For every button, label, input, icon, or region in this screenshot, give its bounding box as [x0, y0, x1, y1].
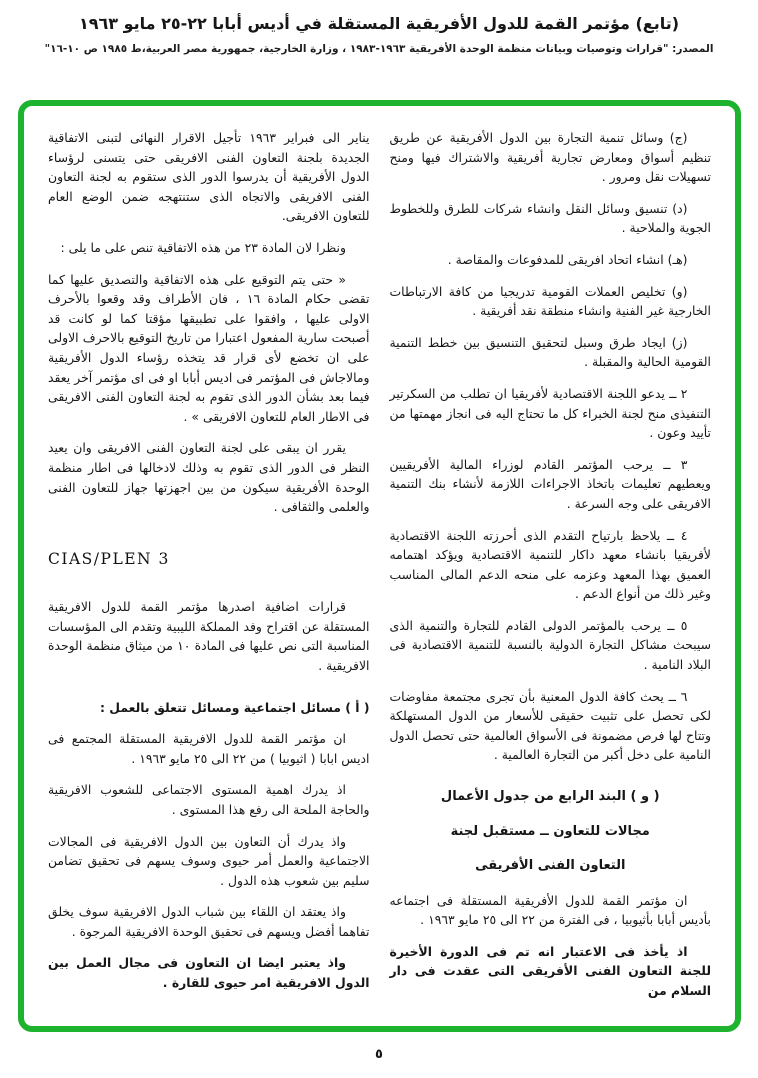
paragraph: ٦ ــ يحث كافة الدول المعنية بأن تجرى مجتمعة مفاوضات لكى تحصل على تثبيت حقيقى للأسعار من الدول المستهلكة وتتاح لها فرص مضمونة فى الأسواق العالمية حتى تحصل الدول النامية على دخل أكبر من التجارة العالمية . — [389, 688, 711, 763]
paragraph: اذ يدرك اهمية المستوى الاجتماعى للشعوب الافريقية والحاجة الملحة الى رفع هذا المستوى . — [48, 782, 370, 817]
paragraph: اذ يأخذ فى الاعتبار انه تم فى الدورة الأخيرة للجنة التعاون الفنى الأفريقى التى عقدت فى دار السلام من — [389, 943, 711, 998]
document-reference-code: CIAS/PLEN 3 — [48, 549, 170, 568]
paragraph: (ج) وسائل تنمية التجارة بين الدول الأفريقية عن طريق تنظيم أسواق ومعارض تجارية أفريقية والاشتراك فيها ومنح تسهيلات نقل ومرور . — [389, 130, 711, 185]
page-footer — [0, 1043, 758, 1062]
paragraph: ان مؤتمر القمة للدول الأفريقية المستقلة فى اجتماعه بأديس أبابا بأثيوبيا ، فى الفترة من ٢٢ الى ٢٥ مايو ١٩٦٣ . — [389, 892, 711, 928]
paragraph: ٣ ــ يرحب المؤتمر القادم لوزراء المالية الأفريقيين ويعطيهم تعليمات باتخاذ الاجراءات اللازمة لأنشاء بنك التنمية الافريقى على وجه السرعة . — [389, 456, 711, 511]
section-heading: مجالات للتعاون ــ مستقبل لجنة — [450, 823, 650, 839]
paragraph: ونظرا لان المادة ٢٣ من هذه الاتفاقية تنص على ما يلى : — [60, 239, 346, 255]
paragraph: ٤ ــ يلاحظ بارتياح التقدم الذى أحرزته اللجنة الاقتصادية لأفريقيا بانشاء معهد داكار للتنمية الاقتصادية ويؤكد اهتمامه العميق بهذا المعهد وعزمه على منحه الدعم المالى المناسب وغير ذلك من أنواع الدعم . — [389, 527, 711, 602]
paragraph: يقرر ان يبقى على لجنة التعاون الفنى الافريقى وان يعيد النظر فى الدور الذى تقوم به وذلك لادخالها فى اطار منظمة الوحدة الأفريقية سيكون من بين اجهزتها جهاز للتعاون الفنى والعلمى والثقافى . — [48, 440, 370, 515]
section-heading: ( و ) البند الرابع من جدول الأعمال — [440, 789, 660, 805]
paragraph: ٥ ــ يرحب بالمؤتمر الدولى القادم للتجارة والتنمية الذى سيبحث مشاكل التجارة الدولية بالنسبة للتنمية الاقتصادية فى البلاد النامية . — [389, 617, 711, 673]
page-header — [0, 14, 758, 55]
page-title: (تابع) مؤتمر القمة للدول الأفريقية المستقلة في أديس أبابا ٢٢-٢٥ مايو ١٩٦٣ — [78, 14, 680, 33]
paragraph: واذ يعتقد ان اللقاء بين شباب الدول الافريقية سوف يخلق تفاهما أفضل ويسهم فى تحقيق الوحدة الافريقية المرجوة . — [48, 904, 370, 939]
left-column — [48, 128, 370, 1010]
page-number: ٥ — [375, 1047, 383, 1062]
paragraph: يناير الى فبراير ١٩٦٣ تأجيل الاقرار النهائى لتبنى الاتفاقية الجديدة بلجنة التعاون الفنى الافريقى حتى يتسنى لرؤساء الدول الأفريقية أن يدرسوا الدور الذى ستقوم به لجنة التعاون الفنى الافريقى والاتجاه الذى ستنتهجه ضمن الوضع العام للتعاون الافريقى. — [48, 130, 370, 224]
paragraph: « حتى يتم التوقيع على هذه الاتفاقية والتصديق عليها كما تقضى حكام المادة ١٦ ، فان الأطراف وقد وقعوا بالأحرف الاولى عليها ، وافقوا على تطبيقها مؤقتا كما لو كانت قد أصبحت سارية المفعول اعتبارا من تاريخ التوقيع بالاحرف الاولى على ان تخضع لأى قرار قد يتخذه رؤساء الدول الأفريقية ومالاجاش فى المؤتمر فى اديس أبابا او فى اى مؤتمر آخر يعقد فيما بعد بشأن الدور الذى تقوم به لجنة التعاون الفنى الافريقى فى الاطار العام للتعاون الافريقى » . — [48, 271, 370, 424]
paragraph: قرارات اضافية اصدرها مؤتمر القمة للدول الافريقية المستقلة عن اقتراح وفد المملكة الليبية وتقدم الى المؤسسات المناسبة التى نص عليها فى المادة ١٠ من ميثاق منظمة الوحدة الافريقية . — [48, 599, 370, 673]
two-column-layout — [24, 106, 735, 1026]
section-heading: التعاون الفنى الأفريقى — [475, 858, 626, 874]
paragraph: (و) تخليص العملات القومية تدريجيا من كافة الارتباطات الخارجية غير الفنية وانشاء منطقة نقد أفريقية . — [389, 283, 711, 319]
paragraph: ( أ ) مسائل اجتماعية ومسائل تتعلق بالعمل : — [99, 699, 370, 715]
paragraph: (هـ) انشاء اتحاد افريقى للمدفوعات والمقاصة . — [447, 251, 688, 267]
paragraph: واذ يدرك أن التعاون بين الدول الافريقية فى المجالات الاجتماعية والعمل أمر حيوى وسوف يسهم فى تحقيق تضامن سليم بين شعوب هذه الدول . — [48, 833, 370, 888]
paragraph: (د) تنسيق وسائل النقل وانشاء شركات للطرق وللخطوط الجوية والملاحية . — [389, 200, 711, 236]
paragraph: (ز) ايجاد طرق وسبل لتحقيق التنسيق بين خطط التنمية القومية الحالية والمقبلة . — [389, 334, 711, 370]
paragraph: ٢ ــ يدعو اللجنة الاقتصادية لأفريقيا ان تطلب من السكرتير التنفيذى منح لجنة الخبراء كل ما تحتاج اليه فى انجاز مهمتها من تأييد وعون . — [389, 385, 711, 441]
right-column — [390, 128, 712, 1010]
document-body-frame — [18, 100, 741, 1032]
paragraph: واذ يعتبر ايضا ان التعاون فى مجال العمل بين الدول الافريقية امر حيوى للقارة . — [48, 955, 370, 991]
paragraph: ان مؤتمر القمة للدول الافريقية المستقلة المجتمع فى اديس ابابا ( اثيوبيا ) من ٢٢ الى ٢٥ مايو ١٩٦٣ . — [48, 731, 370, 766]
source-line: المصدر: "قرارات وتوصيات وبيانات منظمة الوحدة الأفريقية ١٩٦٣-١٩٨٣ ، وزارة الخارجية، جمهورية مصر العربية،ط ١٩٨٥ ص ١٠-١٦" — [44, 43, 714, 55]
